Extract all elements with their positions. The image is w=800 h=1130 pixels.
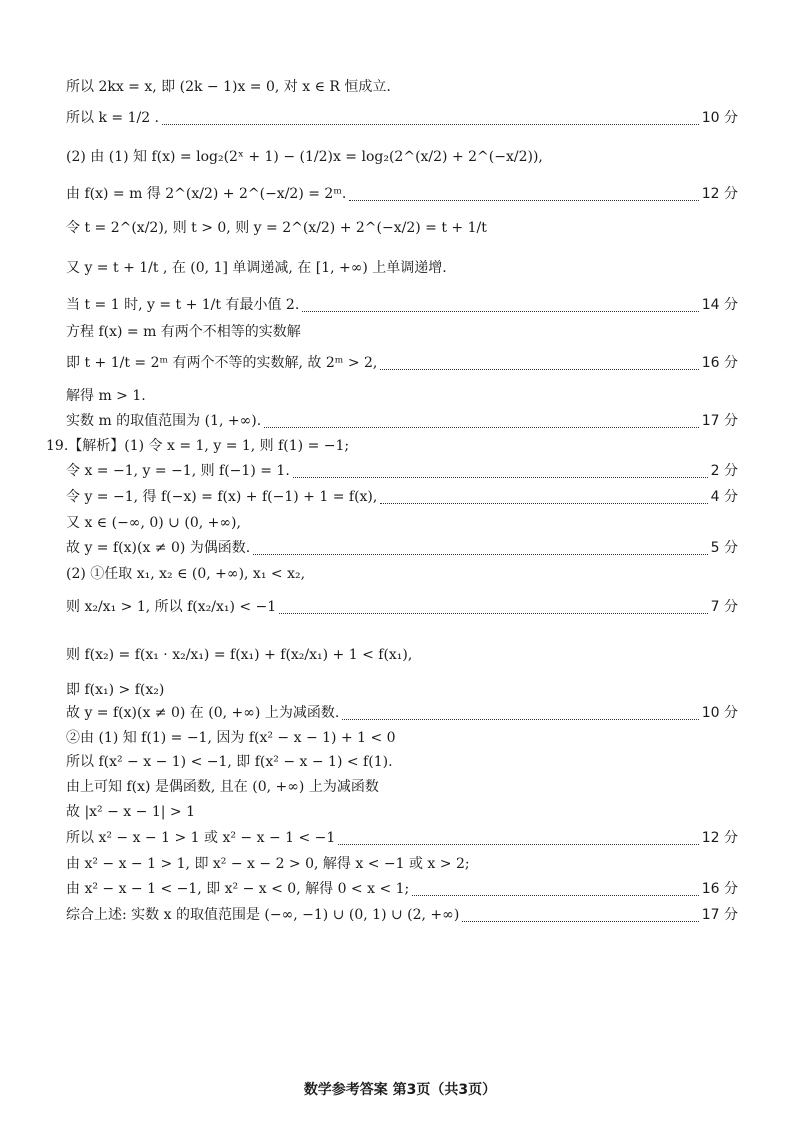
score-label: 2 分 — [710, 463, 738, 479]
solution-line — [46, 436, 738, 456]
solution-line — [66, 802, 738, 822]
line-text: 则 f(x₂) = f(x₁ · x₂/x₁) = f(x₁) + f(x₂/x₁) + 1 < f(x₁), — [66, 647, 413, 663]
line-text: 当 t = 1 时, y = t + 1/t 有最小值 2. — [66, 297, 300, 313]
solution-line — [66, 703, 738, 723]
score-label: 10 分 — [701, 110, 738, 126]
line-text: 令 x = −1, y = −1, 则 f(−1) = 1. — [66, 463, 290, 479]
leader-dots — [302, 299, 698, 312]
line-text: 故 y = f(x)(x ≠ 0) 在 (0, +∞) 上为减函数. — [66, 705, 340, 721]
line-text: 由 x² − x − 1 < −1, 即 x² − x < 0, 解得 0 < x < 1; — [66, 881, 410, 897]
line-text: 解得 m > 1. — [66, 388, 146, 404]
leader-dots — [162, 112, 699, 125]
solution-line — [66, 108, 738, 128]
line-text: 故 |x² − x − 1| > 1 — [66, 804, 195, 820]
solution-line — [66, 322, 738, 342]
leader-dots — [253, 542, 707, 555]
line-text: 令 t = 2^(x/2), 则 t > 0, 则 y = 2^(x/2) + 2^(−x/2) = t + 1/t — [66, 220, 487, 236]
line-text: 所以 f(x² − x − 1) < −1, 即 f(x² − x − 1) < f(1). — [66, 754, 393, 770]
solution-line — [66, 461, 738, 481]
score-label: 12 分 — [701, 186, 738, 202]
score-label: 4 分 — [710, 489, 738, 505]
solution-line — [66, 218, 738, 238]
line-text: 由 f(x) = m 得 2^(x/2) + 2^(−x/2) = 2ᵐ. — [66, 186, 347, 202]
line-text: 所以 2kx = x, 即 (2k − 1)x = 0, 对 x ∈ R 恒成立. — [66, 79, 391, 95]
score-label: 17 分 — [701, 907, 738, 923]
solution-line — [66, 411, 738, 431]
solution-line — [66, 777, 738, 797]
solution-line — [66, 295, 738, 315]
solution-line — [66, 879, 738, 899]
line-text: 由 x² − x − 1 > 1, 即 x² − x − 2 > 0, 解得 x < −1 或 x > 2; — [66, 856, 470, 872]
line-text: ②由 (1) 知 f(1) = −1, 因为 f(x² − x − 1) + 1 < 0 — [66, 730, 396, 746]
score-label: 12 分 — [701, 830, 738, 846]
line-text: 令 y = −1, 得 f(−x) = f(x) + f(−1) + 1 = f(x), — [66, 489, 378, 505]
line-text: 即 f(x₁) > f(x₂) — [66, 682, 165, 698]
solution-line — [66, 828, 738, 848]
score-label: 16 分 — [701, 355, 738, 371]
leader-dots — [338, 832, 698, 845]
line-text: 综合上述: 实数 x 的取值范围是 (−∞, −1) ∪ (0, 1) ∪ (2, +∞) — [66, 907, 460, 923]
line-text: 即 t + 1/t = 2ᵐ 有两个不等的实数解, 故 2ᵐ > 2, — [66, 355, 378, 371]
leader-dots — [342, 707, 698, 720]
solution-line — [66, 513, 738, 533]
score-label: 10 分 — [701, 705, 738, 721]
score-label: 17 分 — [701, 413, 738, 429]
score-label: 7 分 — [710, 599, 738, 615]
leader-dots — [412, 883, 698, 896]
leader-dots — [380, 491, 707, 504]
line-text: 则 x₂/x₁ > 1, 所以 f(x₂/x₁) < −1 — [66, 599, 277, 615]
leader-dots — [349, 188, 698, 201]
leader-dots — [462, 909, 698, 922]
leader-dots — [380, 357, 698, 370]
solution-line — [66, 184, 738, 204]
solution-line — [66, 353, 738, 373]
solution-line — [66, 752, 738, 772]
line-text: 实数 m 的取值范围为 (1, +∞). — [66, 413, 262, 429]
solution-line — [66, 564, 738, 584]
page-footer: 数学参考答案 第3页（共3页） — [303, 1082, 497, 1098]
solution-line — [66, 487, 738, 507]
leader-dots — [293, 465, 708, 478]
line-text: (2) ①任取 x₁, x₂ ∈ (0, +∞), x₁ < x₂, — [66, 566, 306, 582]
solution-line — [66, 386, 738, 406]
line-text: 所以 k = 1/2 . — [66, 110, 159, 126]
leader-dots — [279, 601, 707, 614]
solution-line — [66, 538, 738, 558]
line-text: (2) 由 (1) 知 f(x) = log₂(2ˣ + 1) − (1/2)x = log₂(2^(x/2) + 2^(−x/2)), — [66, 149, 543, 165]
score-label: 16 分 — [701, 881, 738, 897]
solution-line — [66, 728, 738, 748]
solution-line — [66, 905, 738, 925]
solution-line — [66, 680, 738, 700]
line-text: 所以 x² − x − 1 > 1 或 x² − x − 1 < −1 — [66, 830, 336, 846]
leader-dots — [264, 415, 699, 428]
line-text: 方程 f(x) = m 有两个不相等的实数解 — [66, 324, 301, 340]
line-text: 又 y = t + 1/t , 在 (0, 1] 单调递减, 在 [1, +∞) 上单调递增. — [66, 260, 447, 276]
solution-line — [66, 854, 738, 874]
line-text: 又 x ∈ (−∞, 0) ∪ (0, +∞), — [66, 515, 241, 531]
line-text: 19.【解析】(1) 令 x = 1, y = 1, 则 f(1) = −1; — [46, 438, 350, 454]
solution-line — [66, 147, 738, 167]
score-label: 14 分 — [701, 297, 738, 313]
solution-line — [66, 597, 738, 617]
solution-line — [66, 645, 738, 665]
line-text: 故 y = f(x)(x ≠ 0) 为偶函数. — [66, 540, 251, 556]
score-label: 5 分 — [710, 540, 738, 556]
line-text: 由上可知 f(x) 是偶函数, 且在 (0, +∞) 上为减函数 — [66, 779, 379, 795]
solution-line — [66, 77, 738, 97]
solution-line — [66, 258, 738, 278]
